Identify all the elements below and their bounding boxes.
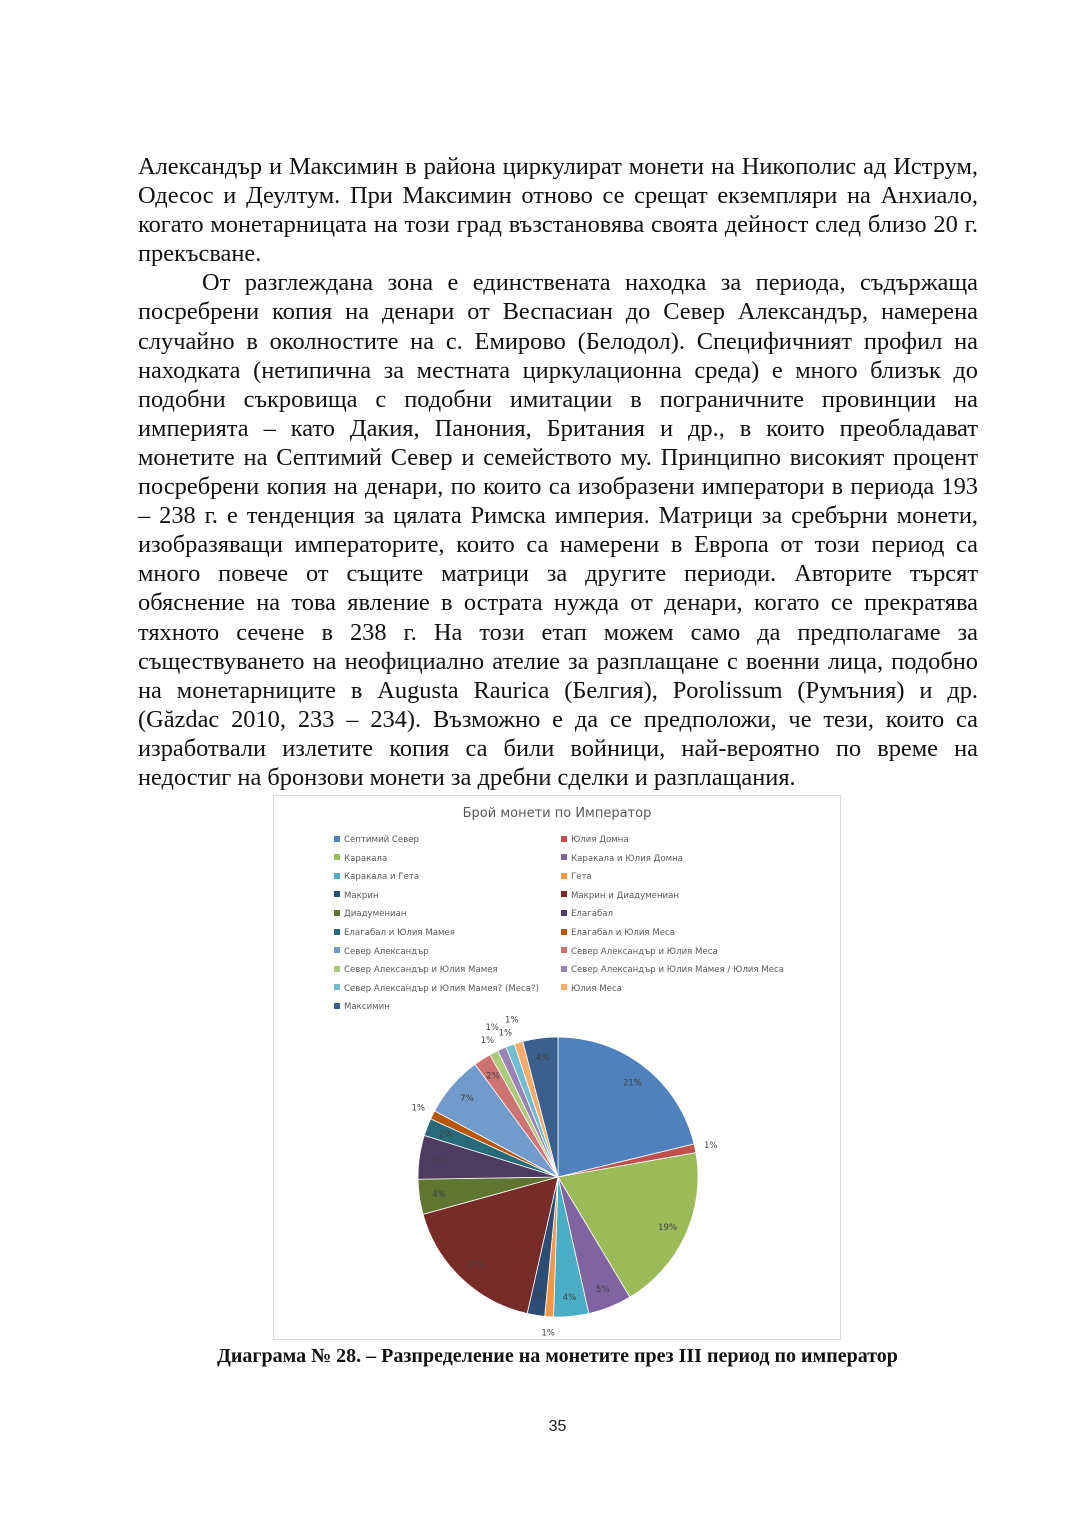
legend-label: Север Александър и Юлия Мамея? (Меса?) [344, 983, 539, 994]
chart-title: Брой монети по Император [462, 806, 652, 821]
legend-label: Макрин [344, 890, 379, 901]
legend-label: Каракала [344, 853, 388, 864]
legend-label: Макрин и Диадумениан [571, 890, 680, 901]
legend-label: Юлия Меса [571, 983, 622, 994]
page-number: 35 [548, 1418, 567, 1435]
legend-label: Максимин [344, 1002, 390, 1013]
pie-plot-area [274, 796, 840, 1339]
pie-data-label: 2% [532, 1291, 546, 1302]
pie-data-label: 17% [465, 1260, 485, 1271]
legend-label: Гета [571, 872, 592, 883]
pie-data-label: 7% [460, 1094, 474, 1105]
pie-data-label: 4% [562, 1292, 577, 1303]
pie-data-label: 1% [411, 1103, 425, 1114]
pie-data-label: 5% [432, 1155, 446, 1166]
paragraph: От разглеждана зона е единствената находка за периода, съдържаща посребрени копия на денари от Веспасиан до Север Александър, намерена случайно в околностите на с. Емирово (Белодол). Специфичният профил на находката (нетипична за местната циркулационна среда) е много близък до подобни съкровища с подобни имитации в пограничните провинции на империята – като Дакия, Панония, Британия и др., в които преобладават монетите на Септимий Север и семейството му. Принципно високият процент посребрени копия на денари, по които са изобразени императори в периода 193 – 238 г. е тенденция за цялата Римска империя. Матрици за сребърни монети, изобразяващи императорите, които са намерени в Европа от този период са много повече от същите матрици за другите периоди. Авторите търсят обяснение на това явление в острата нужда от денари, когато се прекратява тяхното сечене в 238 г. На този етап можем само да предполагаме за съществуването на неофициално ателие за разплащане с военни лица, подобно на монетарниците в Augusta Raurica (Белгия), Porolissum (Румъния) и др. (Găzdac 2010, 233 – 234). Възможно е да се предположи, че тези, които са изработвали излетите копия са били войници, най-вероятно по време на недостиг на бронзови монети за дребни сделки и разплащания. [138, 269, 978, 791]
paragraph: Александър и Максимин в района циркулират монети на Никополис ад Иструм, Одесос и Деултум. При Максимин отново се срещат екземпляри на Анхиало, когато монетарницата на този град възстановява своята дейност след близо 20 г. прекъсване. [138, 153, 978, 268]
legend-label: Септимий Север [344, 835, 419, 845]
legend-label: Диадумениан [344, 909, 407, 920]
legend-label: Елагабал и Юлия Меса [571, 928, 676, 938]
legend-label: Север Александър и Юлия Меса [571, 946, 718, 957]
legend-label: Елагабал [571, 909, 614, 920]
pie-data-label: 5% [595, 1284, 610, 1295]
legend-label: Юлия Домна [571, 835, 629, 845]
pie-data-label: 4% [432, 1190, 446, 1201]
legend-label: Каракала и Юлия Домна [571, 853, 683, 864]
pie-data-label: 2% [438, 1130, 453, 1141]
pie-data-label: 1% [505, 1015, 519, 1026]
body-text [138, 152, 978, 792]
pie-data-label: 2% [486, 1071, 500, 1082]
figure-caption: Диаграма № 28. – Разпределение на монетите през III период по император [217, 1345, 898, 1367]
legend-label: Елагабал и Юлия Мамея [344, 928, 455, 938]
pie-data-label: 1% [480, 1036, 495, 1047]
pie-data-label: 1% [541, 1328, 555, 1339]
pie-data-label: 1% [485, 1022, 499, 1033]
legend-label: Север Александър и Юлия Мамея / Юлия Меса [571, 965, 784, 976]
legend-label: Каракала и Гета [344, 872, 420, 883]
pie-data-label: 1% [498, 1028, 513, 1039]
pie-data-label: 4% [536, 1053, 550, 1064]
pie-chart [273, 795, 841, 1340]
pie-data-label: 21% [622, 1078, 642, 1089]
pie-data-label: 1% [703, 1141, 718, 1152]
legend-label: Север Александър [344, 946, 429, 957]
pie-data-label: 19% [658, 1223, 677, 1234]
legend-label: Север Александър и Юлия Мамея [344, 965, 498, 976]
